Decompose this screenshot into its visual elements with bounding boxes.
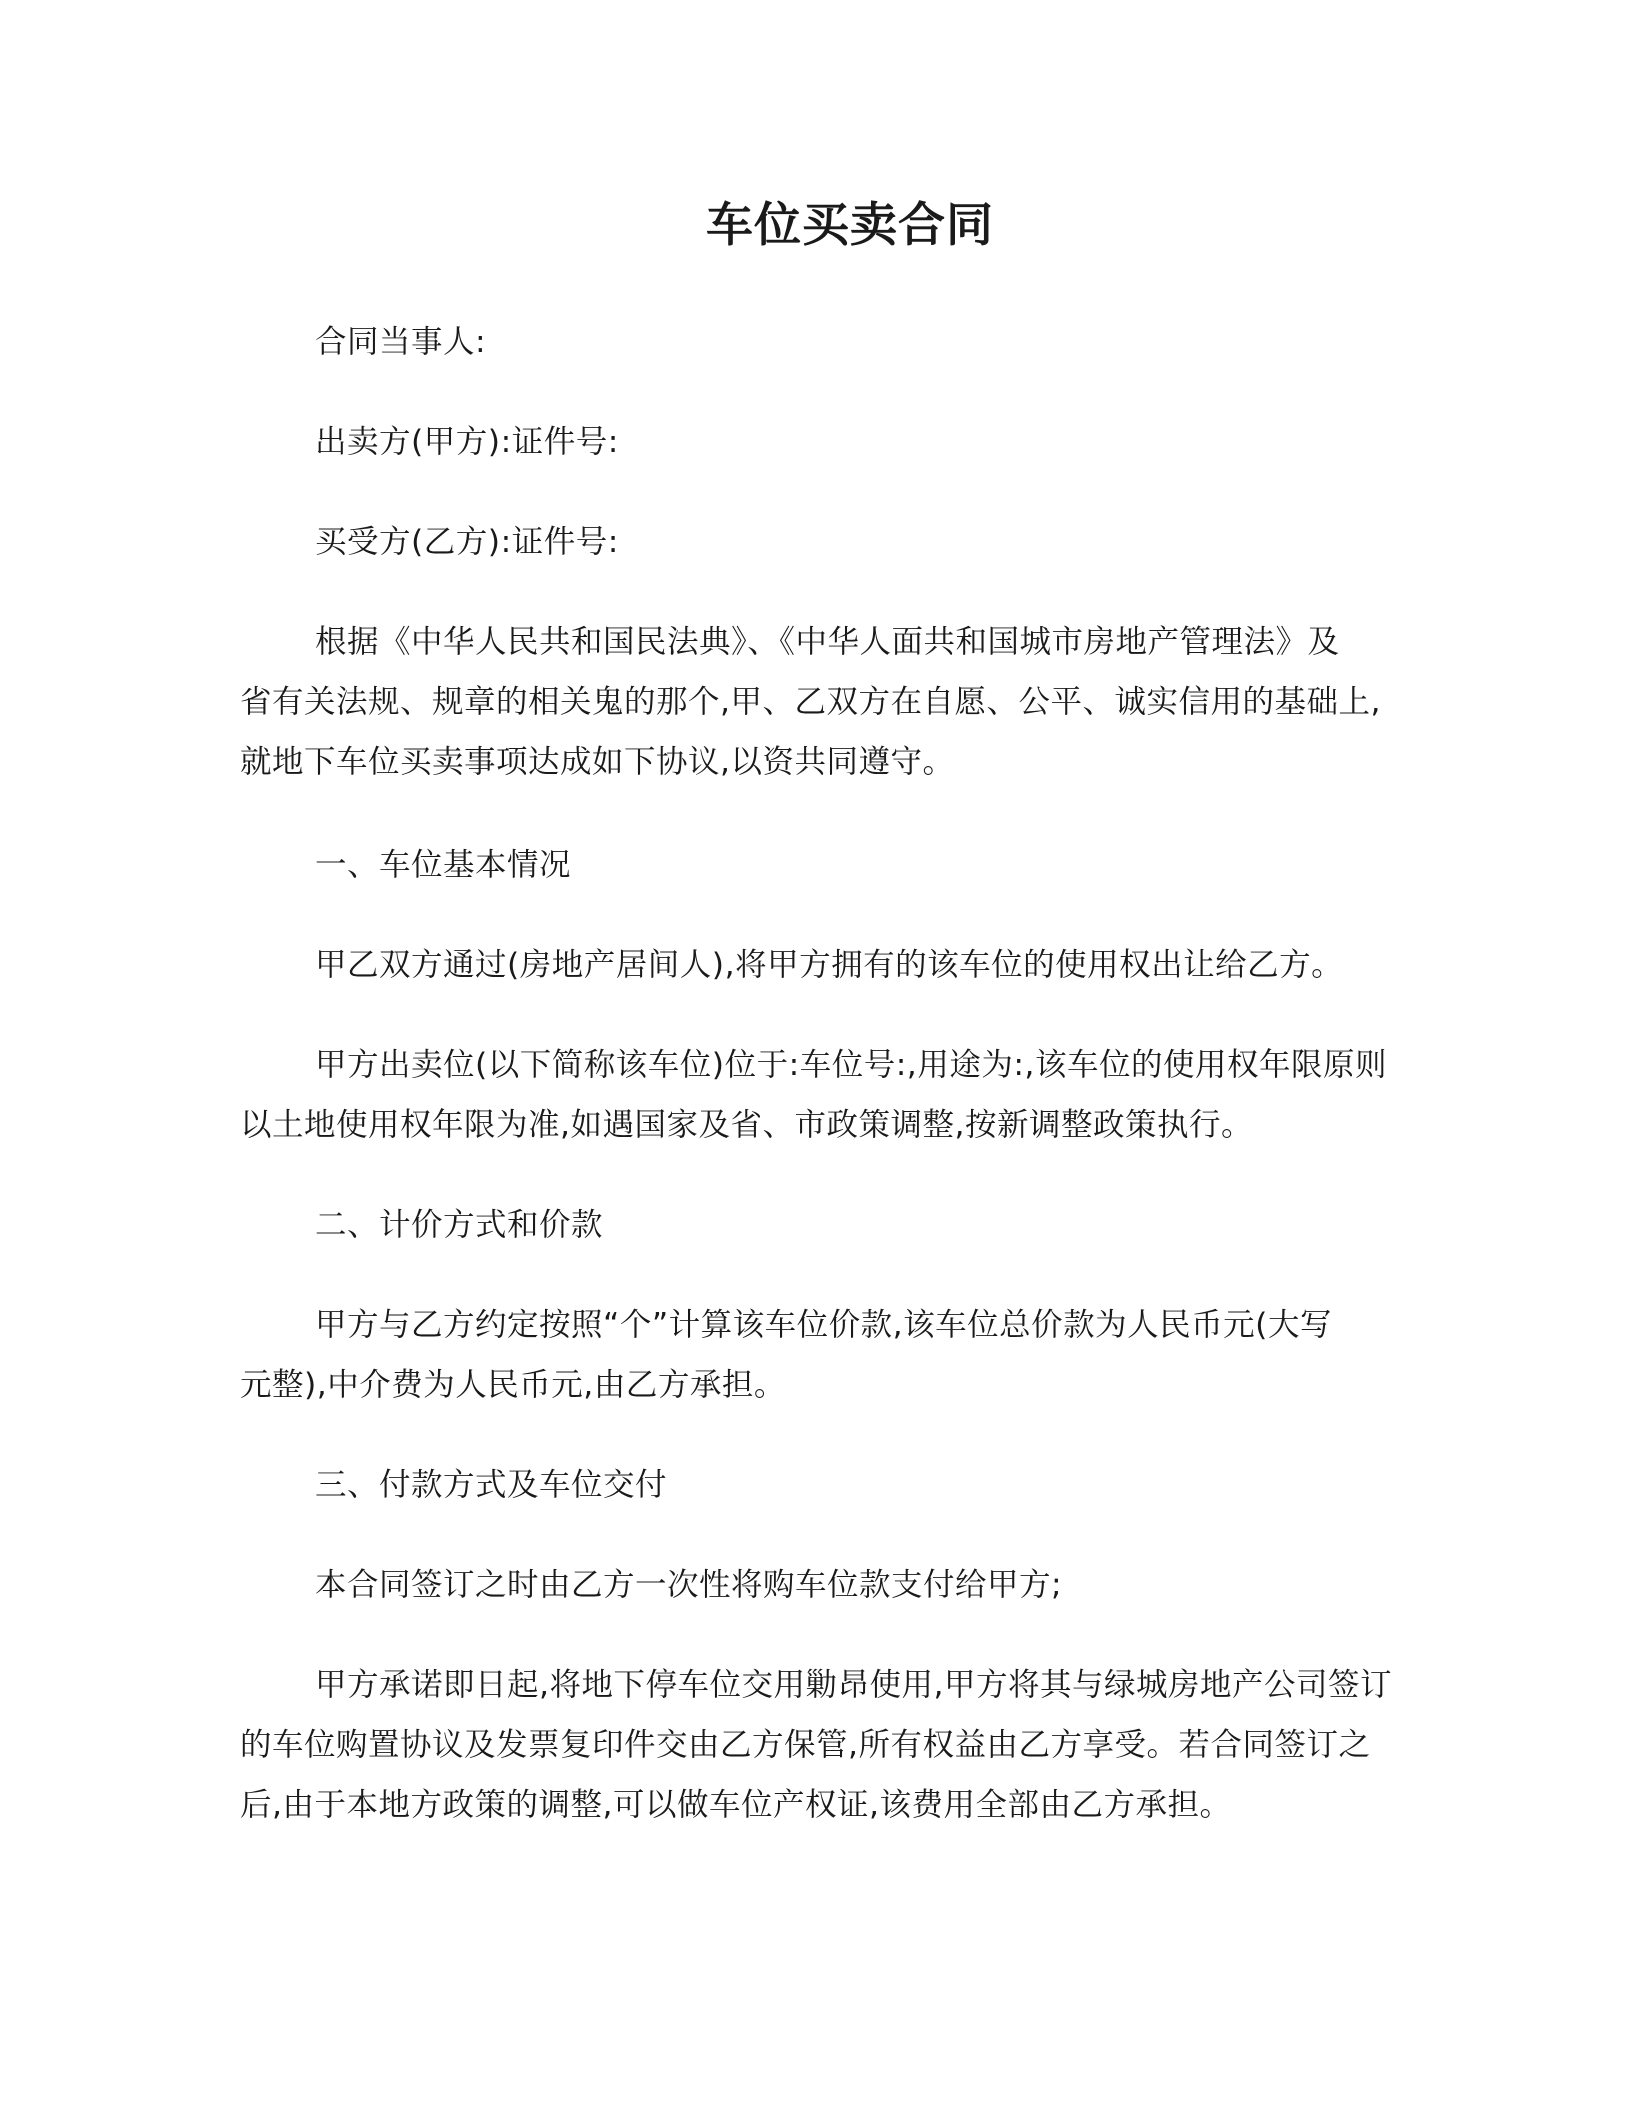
text-line: 二、计价方式和价款 — [315, 1207, 604, 1243]
section-heading-1 — [240, 835, 1390, 895]
text-line: 三、付款方式及车位交付 — [315, 1467, 668, 1503]
text-line: 本合同签订之时由乙方一次性将购车位款支付给甲方; — [315, 1567, 1063, 1603]
text-line: 以土地使用权年限为准,如遇国家及省、市政策调整,按新调整政策执行。 — [240, 1107, 1254, 1143]
text-line: 买受方(乙方):证件号: — [315, 524, 619, 560]
text-line: 合同当事人: — [315, 324, 487, 360]
text-line: 的车位购置协议及发票复印件交由乙方保管,所有权益由乙方享受。若合同签订之 — [240, 1727, 1371, 1763]
document-title: 车位买卖合同 — [706, 198, 994, 253]
text-line: 甲方承诺即日起,将地下停车位交用勦昂使用,甲方将其与绿城房地产公司签订 — [315, 1667, 1393, 1703]
text-line: 就地下车位买卖事项达成如下协议,以资共同遵守。 — [240, 744, 955, 780]
seller-line — [240, 412, 1390, 472]
parties-heading — [240, 312, 1390, 372]
section-heading-2 — [240, 1195, 1390, 1255]
text-line: 元整),中介费为人民币元,由乙方承担。 — [240, 1367, 786, 1403]
text-line: 根据《中华人民共和国民法典》、《中华人面共和国城市房地产管理法》及 — [315, 624, 1340, 660]
clause-paragraph — [240, 1035, 1390, 1155]
buyer-line — [240, 512, 1390, 572]
clause-paragraph — [240, 1655, 1393, 1835]
clause-paragraph — [240, 1295, 1390, 1415]
clause-paragraph — [240, 935, 1390, 995]
text-line: 出卖方(甲方):证件号: — [315, 424, 619, 460]
text-line: 后,由于本地方政策的调整,可以做车位产权证,该费用全部由乙方承担。 — [240, 1787, 1232, 1823]
text-line: 甲乙双方通过(房地产居间人),将甲方拥有的该车位的使用权出让给乙方。 — [315, 947, 1344, 983]
preamble-paragraph — [240, 612, 1390, 792]
text-line: 甲方出卖位(以下简称该车位)位于:车位号:,用途为:,该车位的使用权年限原则 — [315, 1047, 1387, 1083]
section-heading-3 — [240, 1455, 1390, 1515]
text-line: 省有关法规、规章的相关鬼的那个,甲、乙双方在自愿、公平、诚实信用的基础上, — [240, 684, 1382, 720]
text-line: 甲方与乙方约定按照“个”计算该车位价款,该车位总价款为人民币元(大写 — [315, 1307, 1332, 1343]
text-line: 一、车位基本情况 — [315, 847, 572, 883]
clause-paragraph — [240, 1555, 1390, 1615]
